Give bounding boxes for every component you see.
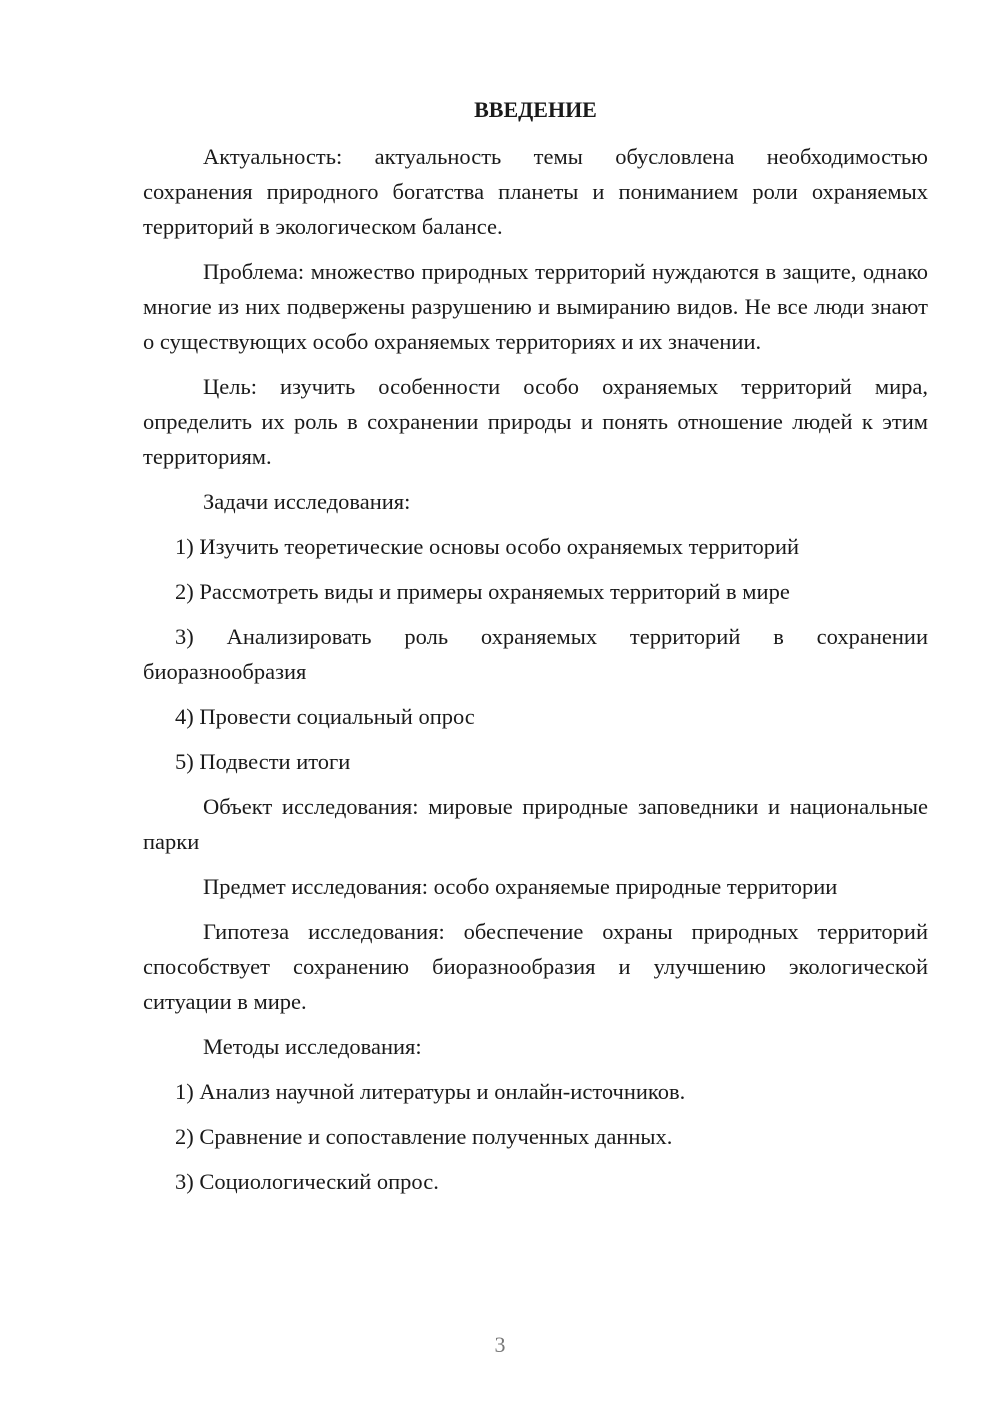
section-title: ВВЕДЕНИЕ — [474, 97, 597, 122]
list-item-task-2: 2) Рассмотреть виды и примеры охраняемых территорий в мире — [175, 579, 790, 604]
paragraph-tasks-heading: Задачи исследования: — [203, 489, 411, 514]
list-item-method-2: 2) Сравнение и сопоставление полученных данных. — [175, 1124, 673, 1149]
page-number: 3 — [494, 1332, 506, 1357]
list-item-task-3: 3) Анализировать роль охраняемых территорий в сохранении биоразнообразия — [143, 624, 928, 684]
paragraph-object: Объект исследования: мировые природные заповедники и национальные парки — [143, 794, 928, 854]
list-item-task-1: 1) Изучить теоретические основы особо охраняемых территорий — [175, 534, 800, 559]
paragraph-hypothesis: Гипотеза исследования: обеспечение охраны природных территорий способствует сохранению биоразнообразия и улучшению экологической ситуации в мире. — [143, 919, 928, 1014]
paragraph-relevance: Актуальность: актуальность темы обусловлена необходимостью сохранения природного богатства планеты и пониманием роли охраняемых территорий в экологическом балансе. — [143, 144, 928, 239]
paragraph-problem: Проблема: множество природных территорий нуждаются в защите, однако многие из них подвержены разрушению и вымиранию видов. Не все люди знают о существующих особо охраняемых территориях и их значении. — [143, 259, 928, 354]
list-item-method-3: 3) Социологический опрос. — [175, 1169, 439, 1194]
paragraph-subject: Предмет исследования: особо охраняемые природные территории — [203, 874, 838, 899]
paragraph-goal: Цель: изучить особенности особо охраняемых территорий мира, определить их роль в сохранении природы и понять отношение людей к этим территориям. — [143, 374, 928, 469]
list-item-method-1: 1) Анализ научной литературы и онлайн-источников. — [175, 1079, 686, 1104]
list-item-task-4: 4) Провести социальный опрос — [175, 704, 475, 729]
list-item-task-5: 5) Подвести итоги — [175, 749, 351, 774]
paragraph-methods-heading: Методы исследования: — [203, 1034, 422, 1059]
document-page — [143, 92, 928, 1209]
